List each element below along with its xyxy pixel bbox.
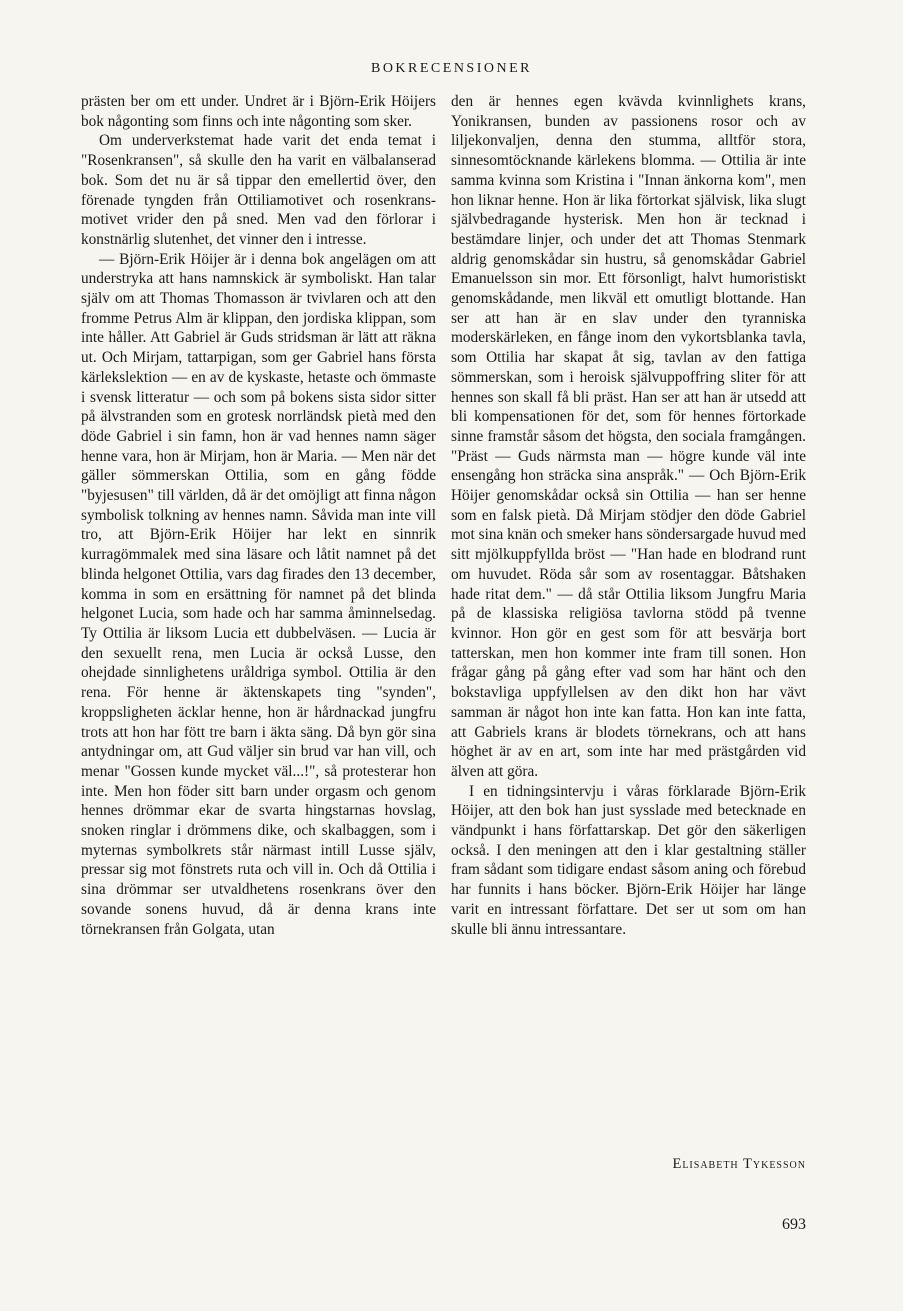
page-number: 693	[782, 1216, 806, 1233]
paragraph: Om underverkstemat hade varit det enda temat i "Rosenkransen", så skulle den ha varit en välbalanserad bok. Som det nu är så tippar den emellertid över, den förenade tyngden från Ottiliamotivet och rosenkrans-motivet vrider den på sned. Men vad den förlorar i konstnärlig slutenhet, det vinner den i intresse.	[81, 132, 436, 248]
running-header: BOKRECENSIONER	[370, 61, 532, 76]
left-column	[81, 92, 436, 939]
paragraph: prästen ber om ett under. Undret är i Björn-Erik Höijers bok någonting som finns och inte någonting som sker.	[81, 93, 436, 130]
paragraph: I en tidningsintervju i våras förklarade Björn-Erik Höijer, att den bok han just sysslade med betecknade en vändpunkt i hans författarskap. Det gör den säkerligen också. I den meningen att den i klar gestaltning ställer fram sådant som tidigare endast såsom aning och förebud har funnits i hans böcker. Björn-Erik Höijer har länge varit en intressant författare. Det ser ut som om han skulle bli ännu intressantare.	[451, 782, 806, 938]
paragraph: — Björn-Erik Höijer är i denna bok angelägen om att understryka att hans namnskick är symboliskt. Han talar själv om att Thomas Thomasson är tvivlaren och att den fromme Petrus Alm är klippan, den jordiska klippan, som inte håller. Att Gabriel är Guds stridsman är lätt att räkna ut. Och Mirjam, tattarpigan, som ger Gabriel hans första kärlekslektion — en av de kyskaste, hetaste och ömmaste i svensk litteratur — och som på bokens sista sidor sitter på älvstranden som en grotesk norrländsk pietà med den döde Gabriel i sin famn, hon är vad hennes namn säger henne vara, hon är Mirjam, hon är Maria. — Men när det gäller sömmerskan Ottilia, som en gång födde "byjesusen" till världen, då är det omöjligt att finna någon symbolisk tolkning av hennes namn. Såvida man inte vill tro, att Björn-Erik Höijer har lekt en sinnrik kurragömmalek med sina läsare och låtit namnet på det blinda helgonet Ottilia, vars dag firades den 13 december, komma in som en ersättning för namnet på det blinda helgonet Lucia, som hade och har samma åminnelsedag. Ty Ottilia är liksom Lucia ett dubbelväsen. — Lucia är den sexuellt rena, men Lucia är också Lusse, den ohejdade sinnlighetens uråldriga symbol. Ottilia är den rena. För henne är äktenskapets ting "synden", kroppsligheten äcklar henne, hon är hårdnackad jungfru trots att hon har fött tre barn i äkta säng. Då byn gör sina antydningar om, att Gud väljer sin brud var han vill, och menar "Gossen kunde mycket väl...!", så protesterar hon inte. Men hon föder sitt barn under orgasm och genom hennes drömmar ekar de svarta hingstarnas hovslag, snoken ringlar i drömmens dike, och skalbaggen, som i myternas symbolkrets står närmast intill Lusse själv, pressar sig mot fönstrets ruta och vill in. Och då Ottilia i sina drömmar ser utvaldhetens rosenkrans över den sovande sonens huvud, då är denna krans inte törnekransen från Golgata, utan	[81, 250, 436, 938]
right-column	[451, 92, 806, 939]
author-signature: Elisabeth Tykesson	[672, 1156, 806, 1172]
paragraph: den är hennes egen kvävda kvinnlighets krans, Yonikransen, bunden av passionens rosor och av liljekonvaljen, denna den stumma, alltför stora, sinnesomtöcknande kärlekens blomma. — Ottilia är inte samma kvinna som Kristina i "Innan änkorna kom", men hon liknar henne. Hon är lika förtorkat självisk, lika slugt självbedragande hysterisk. Men hon är tecknad i bestämdare linjer, och under det att Thomas Stenmark aldrig genomskådar sin hustru, så genomskådar Gabriel Emanuelsson sin mor. Ett försonligt, halvt humoristiskt genomskådande, men likväl ett omutligt blottande. Han ser att han är en slav under den tyranniska moderskärleken, en fånge inom den vykortsblanka tavla, som Ottilia har skapat åt sig, tavlan av den fattiga sömmerskan, som i heroisk självuppoffring sliter för att hennes son skall få bli präst. Han ser att han är utsedd att bli kompensationen för det, som för hennes förtorkade sinne framstår såsom det högsta, den sociala framgången. "Präst — Guds närmsta man — högre kunde väl inte ensengång hon sträcka sina anspråk." — Och Björn-Erik Höijer genomskådar också sin Ottilia — han ser henne som en falsk pietà. Då Mirjam stödjer den döde Gabriel mot sina knän och smeker hans söndersargade huvud med sitt mjölkuppfyllda bröst — "Han hade en blodrand runt om huvudet. Röda sår som av rosentaggar. Båtshaken hade ritat dem." — då står Ottilia liksom Jungfru Maria på de klassiska religiösa tavlorna stödd på tvenne kvinnor. Hon gör en gest som för att besvärja bort tatterskan, men hon kommer inte fram till sonen. Hon frågar gång på gång efter vad som har hänt och den bokstavliga uppfyllelsen av den dikt hon har vävt samman är något hon inte kan fatta. Hon kan inte fatta, att Gabriels krans är blodets törnekrans, och att hans höghet är av en art, som inte har med prästgården vid älven att göra.	[451, 93, 806, 780]
